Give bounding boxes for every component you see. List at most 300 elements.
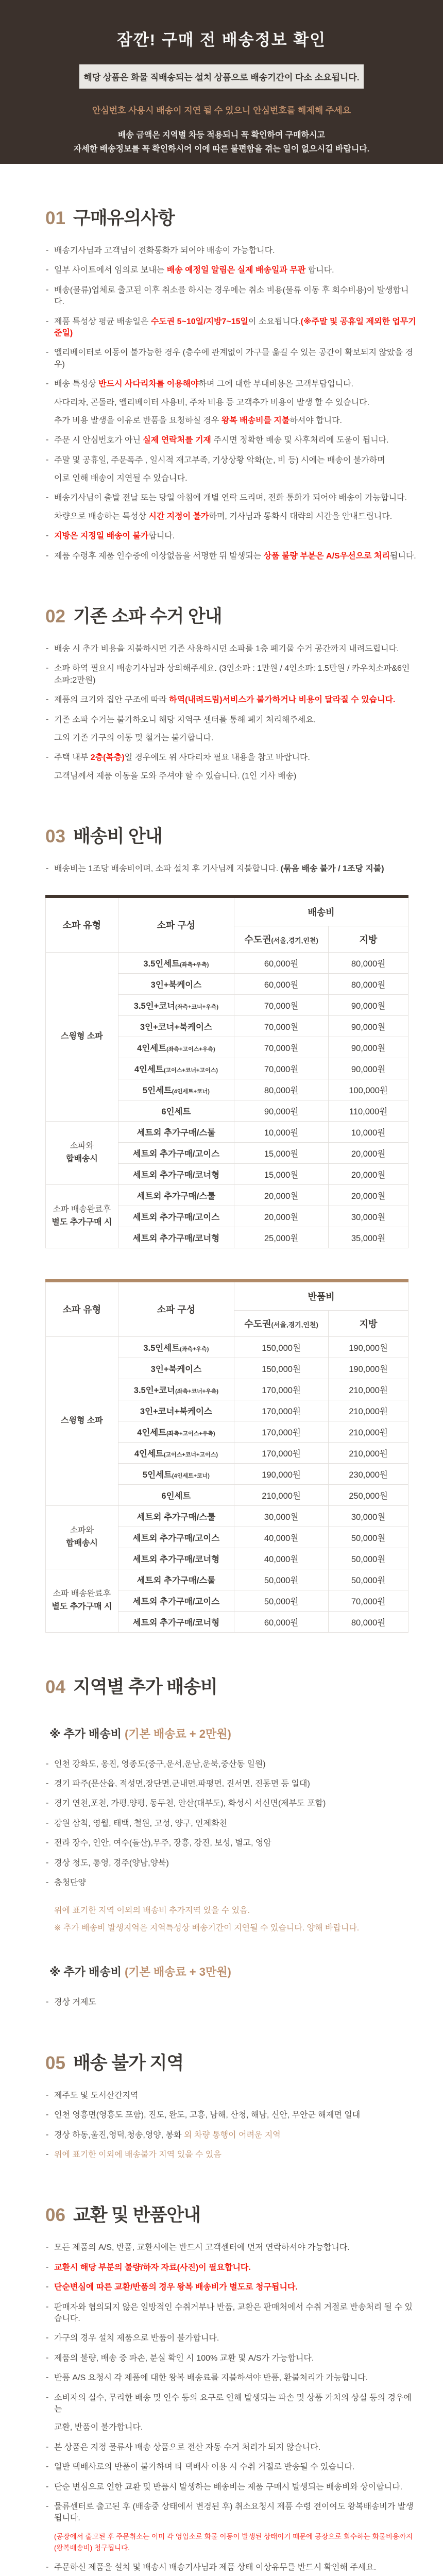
- text-run: 됩니다.: [389, 551, 416, 561]
- metro-price-cell: 15,000원: [234, 1142, 329, 1163]
- text-run: 본 상품은 지정 물류사 배송 상품으로 전산 자동 수거 처리가 되지 않습니다.: [54, 2443, 321, 2452]
- bullet-line: [54, 643, 417, 655]
- bullet-item: [45, 2393, 417, 2434]
- province-price-cell: 20,000원: [329, 1142, 408, 1163]
- text-run: 인천 영흥면(영흥도 포함), 진도, 완도, 고흥, 남해, 산청, 해남, 신안, 무안군 해제면 일대: [54, 2111, 361, 2120]
- metro-price-cell: 40,000원: [234, 1527, 329, 1548]
- table-row: [46, 1281, 408, 1311]
- text-run: 합니다.: [305, 266, 334, 275]
- bullet-line: [54, 2242, 417, 2253]
- bullet-line: [54, 1997, 417, 2008]
- text-run: 그외 기존 가구의 이동 및 철거는 불가합니다.: [54, 733, 214, 742]
- bullet-item: [45, 2562, 417, 2573]
- col-fee-group: 배송비: [234, 896, 408, 926]
- section-exchange-return: [45, 2201, 417, 2576]
- text-run: 판매자와 협의되지 않은 일방적인 수취거부나 반품, 교환은 판매처에서 수취 거절로 반송처리 될 수 있습니다.: [54, 2302, 413, 2323]
- table-body: [46, 1336, 408, 1632]
- section-number: 01: [45, 208, 65, 228]
- bullet-list: [45, 643, 417, 782]
- bullet-list: [45, 863, 417, 875]
- text-run: 제품 수령후 제품 인수증에 이상없음을 서명한 뒤 발생되는: [54, 551, 264, 561]
- bullet-item: [45, 379, 417, 427]
- text-run: 주문 시 안심번호가 아닌: [54, 436, 143, 445]
- config-cell: 세트외 추가구매/고이스: [118, 1527, 234, 1548]
- bullet-item: [45, 2242, 417, 2253]
- bullet-continuation-line: [54, 2422, 417, 2433]
- province-price-cell: 210,000원: [329, 1421, 408, 1442]
- province-price-cell: 90,000원: [329, 1015, 408, 1037]
- text-run: 이로 인해 배송이 지연될 수 있습니다.: [54, 474, 188, 483]
- text-run: 차량으로 배송하는 특성상: [54, 512, 149, 521]
- section-heading: [45, 1673, 417, 1699]
- bullet-line: [54, 663, 417, 686]
- bullet-line: [54, 1778, 417, 1790]
- metro-price-cell: 70,000원: [234, 1058, 329, 1079]
- text-run: 고객님께서 제품 이동을 도와 주셔야 할 수 있습니다. (1인 기사 배송): [54, 771, 297, 781]
- province-price-cell: 50,000원: [329, 1569, 408, 1590]
- text-run: 주말 및 공휴일, 주문폭주 , 일시적 재고부족, 기상상황 악화(눈, 비 등) 시에는 배송이 불가하며: [54, 455, 385, 465]
- bullet-item: [45, 455, 417, 485]
- section-heading: [45, 2201, 417, 2227]
- text-run: 배송기사님이 출발 전날 또는 당일 아침에 개별 연락 드리며, 전화 통화가 되어야 배송이 가능합니다.: [54, 494, 407, 503]
- section-title: 교환 및 반품안내: [73, 2205, 201, 2226]
- text-run: 위에 표기한 이외에 배송불가 지역 있을 수 있음: [54, 2150, 222, 2160]
- text-run: 주시면 정확한 배송 및 사후처리에 도움이 됩니다.: [211, 436, 389, 445]
- bullet-line: [54, 2353, 417, 2364]
- bullet-line: [54, 2282, 417, 2293]
- bullet-line: [54, 2333, 417, 2344]
- metro-price-cell: 40,000원: [234, 1548, 329, 1569]
- bullet-line: [54, 265, 417, 276]
- province-price-cell: 20,000원: [329, 1163, 408, 1184]
- text-run: 배송 시 추가 비용을 지불하시면 기존 사용하시던 소파를 1층 폐기물 수거 공간까지 내려드립니다.: [54, 645, 399, 654]
- text-run: 교환시 해당 부분의 불량/하자 자료(사진)이 필요합니다.: [54, 2263, 251, 2272]
- text-run: 배송비는 1조당 배송비이며, 소파 설치 후 기사님께 지불합니다.: [54, 865, 281, 874]
- bullet-item: [45, 2130, 417, 2141]
- text-run: 인천 강화도, 옹진, 영종도(중구,운서,운남,운북,중산동 일원): [54, 1759, 266, 1769]
- table-body: [46, 952, 408, 1248]
- config-cell: 세트외 추가구매/코너형: [118, 1611, 234, 1632]
- text-run: ※ 추가 배송비: [49, 1965, 125, 1979]
- province-price-cell: 30,000원: [329, 1206, 408, 1227]
- text-run: 교환, 반품이 불가합니다.: [54, 2423, 143, 2432]
- bullet-list: [45, 245, 417, 562]
- bullet-continuation-line: [54, 2531, 417, 2554]
- metro-price-cell: 170,000원: [234, 1379, 329, 1400]
- config-cell: 5인세트(4인세트+코너): [118, 1463, 234, 1484]
- bullet-line: [54, 863, 417, 875]
- text-run: 제품의 크기와 집안 구조에 따라: [54, 696, 169, 705]
- config-cell: 5인세트(4인세트+코너): [118, 1079, 234, 1100]
- text-run: 강원 삼척, 영월, 태백, 철원, 고성, 양구, 인제화천: [54, 1819, 227, 1828]
- province-price-cell: 210,000원: [329, 1379, 408, 1400]
- extra-fee-note1: 위에 표기한 지역 이외의 배송비 추가지역 있을 수 있음.: [54, 1906, 250, 1916]
- bullet-line: [54, 1818, 417, 1829]
- province-price-cell: 230,000원: [329, 1463, 408, 1484]
- text-run: 주문하신 제품을 설치 및 배송시 배송기사님과 제품 상태 이상유무를 반드시 확인해 주세요.: [54, 2563, 377, 2572]
- metro-price-cell: 60,000원: [234, 973, 329, 994]
- config-cell: 3인+코너+북케이스: [118, 1015, 234, 1037]
- col-fee-group: 반품비: [234, 1281, 408, 1311]
- text-run: 배송 특성상: [54, 380, 99, 389]
- bullet-line: [54, 694, 417, 706]
- bullet-item: [45, 2262, 417, 2274]
- config-cell: 4인세트(고이스+코너+고이스): [118, 1442, 234, 1463]
- bullet-item: [45, 2333, 417, 2344]
- province-price-cell: 110,000원: [329, 1100, 408, 1121]
- text-run: 소비자의 실수, 무리한 배송 및 인수 등의 요구로 인해 발생되는 파손 및 상품 가치의 상실 등의 경우에는: [54, 2393, 412, 2414]
- banner: [0, 0, 443, 164]
- province-price-cell: 210,000원: [329, 1400, 408, 1421]
- table-row: [46, 1121, 408, 1142]
- metro-price-cell: 10,000원: [234, 1121, 329, 1142]
- metro-price-cell: 190,000원: [234, 1463, 329, 1484]
- text-run: 배송 예정일 알림은 실제 배송일과 무관: [166, 266, 306, 275]
- text-run: 배송(물류)업체로 출고된 이후 취소를 하시는 경우에는 취소 비용(물류 이동 후 회수비용)이 발생합니다.: [54, 285, 409, 307]
- province-price-cell: 70,000원: [329, 1590, 408, 1611]
- text-run: 이 소요됩니다.: [248, 317, 301, 326]
- province-price-cell: 90,000원: [329, 994, 408, 1015]
- extra-fee-30k-regions: [45, 1997, 417, 2008]
- province-price-cell: 50,000원: [329, 1548, 408, 1569]
- bullet-item: [45, 1877, 417, 1889]
- bullet-line: [54, 2110, 417, 2121]
- metro-price-cell: 80,000원: [234, 1079, 329, 1100]
- config-cell: 세트외 추가구매/스툴: [118, 1121, 234, 1142]
- col-province: 지방: [329, 1310, 408, 1336]
- text-run: 합니다.: [148, 532, 175, 541]
- bullet-item: [45, 2090, 417, 2102]
- bullet-list: [45, 2090, 417, 2161]
- bullet-item: [45, 1778, 417, 1790]
- province-price-cell: 20,000원: [329, 1184, 408, 1206]
- bullet-line: [54, 2090, 417, 2102]
- config-cell: 세트외 추가구매/코너형: [118, 1227, 234, 1248]
- section-regional-extra-fee: [45, 1673, 417, 2009]
- metro-price-cell: 25,000원: [234, 1227, 329, 1248]
- config-cell: 3.5인+코너(좌측+코너+우측): [118, 994, 234, 1015]
- text-run: 주택 내부: [54, 753, 91, 762]
- bullet-line: [54, 1877, 417, 1889]
- text-run: 사다리차, 곤돌라, 엘리베이터 사용비, 주차 비용 등 고객추가 비용이 발생 할 수 있습니다.: [54, 398, 370, 407]
- banner-description: [0, 128, 443, 156]
- text-run: 경기 파주(문산읍, 적성면,장단면,군내면,파평면, 진서면, 진동면 등 일대): [54, 1779, 310, 1788]
- banner-title: 잠깐! 구매 전 배송정보 확인: [116, 31, 327, 49]
- config-cell: 3인+북케이스: [118, 1358, 234, 1379]
- province-price-cell: 80,000원: [329, 952, 408, 973]
- section-title: 배송비 안내: [73, 826, 162, 847]
- text-run: 단순 변심으로 인한 교환 및 반품시 발생하는 배송비는 제품 구매시 발생되는 배송비와 상이합니다.: [54, 2482, 403, 2492]
- province-price-cell: 10,000원: [329, 1121, 408, 1142]
- col-sofa-config: 소파 구성: [118, 1281, 234, 1337]
- shipping-fee-table: [45, 895, 408, 1248]
- metro-price-cell: 90,000원: [234, 1100, 329, 1121]
- text-run: (※주말 및 공휴일 제외한 업무기준일): [54, 317, 416, 337]
- bullet-continuation-line: [54, 771, 417, 782]
- metro-price-cell: 210,000원: [234, 1484, 329, 1505]
- table-header: [46, 1281, 408, 1337]
- metro-price-cell: 15,000원: [234, 1163, 329, 1184]
- config-cell: 3인+코너+북케이스: [118, 1400, 234, 1421]
- config-cell: 세트외 추가구매/스툴: [118, 1184, 234, 1206]
- province-price-cell: 80,000원: [329, 973, 408, 994]
- content: [0, 204, 443, 2576]
- bullet-line: [54, 551, 417, 562]
- bullet-line: [54, 1759, 417, 1770]
- section-number: 05: [45, 2053, 65, 2073]
- config-cell: 3.5인세트(좌측+우측): [118, 1336, 234, 1358]
- text-run: 모든 제품의 A/S, 반품, 교환시에는 반드시 고객센터에 먼저 연락하셔야 가능합니다.: [54, 2243, 350, 2252]
- text-run: (묶음 배송 불가 / 1조당 지불): [280, 865, 384, 874]
- col-metro: 수도권(서울,경기,인천): [234, 926, 329, 952]
- province-price-cell: 90,000원: [329, 1058, 408, 1079]
- bullet-item: [45, 1997, 417, 2008]
- text-run: 상품 불량 부분은 A/S우선으로 처리: [263, 551, 390, 561]
- metro-price-cell: 170,000원: [234, 1421, 329, 1442]
- table-row: [46, 952, 408, 973]
- text-run: 왕복 배송비를 지불: [221, 416, 290, 425]
- bullet-continuation-line: [54, 511, 417, 522]
- text-run: 하며 그에 대한 부대비용은 고객부담입니다.: [198, 380, 353, 389]
- config-cell: 6인세트: [118, 1484, 234, 1505]
- config-cell: 6인세트: [118, 1100, 234, 1121]
- text-run: 일반 택배사로의 반품이 불가하며 타 택배사 이용 시 수취 거절로 반송될 수 있습니다.: [54, 2463, 355, 2472]
- table-row: [46, 1505, 408, 1527]
- text-run: 외 차량 통행이 어려운 지역: [183, 2130, 281, 2140]
- text-run: 전라 장수, 인안, 여수(돌산),무주, 장흥, 강진, 보성, 별고, 영암: [54, 1839, 271, 1848]
- province-price-cell: 30,000원: [329, 1505, 408, 1527]
- text-run: 지방은 지정일 배송이 불가: [54, 532, 149, 541]
- table-header: [46, 896, 408, 953]
- config-cell: 세트외 추가구매/스툴: [118, 1569, 234, 1590]
- col-metro: 수도권(서울,경기,인천): [234, 1310, 329, 1336]
- extra-fee-20k-heading: [49, 1725, 417, 1741]
- bullet-item: [45, 316, 417, 340]
- section-shipping-fee: [45, 822, 417, 1632]
- table-row: [46, 896, 408, 926]
- bullet-item: [45, 2501, 417, 2554]
- bullet-item: [45, 285, 417, 308]
- text-run: (기본 배송료 + 3만원): [125, 1965, 231, 1979]
- bullet-line: [54, 2149, 417, 2161]
- text-run: 일 경우에도 위 사다리차 필요 내용을 참고 바랍니다.: [124, 753, 310, 762]
- metro-price-cell: 70,000원: [234, 1015, 329, 1037]
- bullet-line: [54, 2562, 417, 2573]
- col-sofa-type: 소파 유형: [46, 1281, 118, 1337]
- text-run: 단순변심에 따른 교환/반품의 경우 왕복 배송비가 별도로 청구됩니다.: [54, 2283, 298, 2292]
- config-cell: 세트외 추가구매/고이스: [118, 1590, 234, 1611]
- extra-fee-30k-heading: [49, 1963, 417, 1979]
- config-cell: 세트외 추가구매/코너형: [118, 1163, 234, 1184]
- text-run: (기본 배송료 + 2만원): [125, 1727, 231, 1740]
- text-run: 반드시 사다리차를 이용해야: [98, 380, 199, 389]
- bullet-item: [45, 715, 417, 744]
- col-province: 지방: [329, 926, 408, 952]
- text-run: 소파 하역 필요시 배송기사님과 상의해주세요. (3인소파 : 1만원 / 4인소파: 1.5만원 / 카우치소파&6인소파:2만원): [54, 664, 410, 685]
- banner-description-line1: 배송 금액은 지역별 차등 적용되니 꼭 확인하여 구매하시고: [117, 131, 326, 140]
- group-label-cell: 스윙형 소파: [46, 952, 118, 1121]
- bullet-line: [54, 316, 417, 340]
- col-sofa-config: 소파 구성: [118, 896, 234, 953]
- text-run: 실제 연락처를 기재: [143, 436, 211, 445]
- section-title: 기존 소파 수거 안내: [73, 606, 222, 627]
- bullet-line: [54, 2262, 417, 2274]
- bullet-item: [45, 1759, 417, 1770]
- extra-fee-20k-regions: [45, 1759, 417, 1889]
- metro-price-cell: 170,000원: [234, 1442, 329, 1463]
- metro-price-cell: 70,000원: [234, 1037, 329, 1058]
- bullet-line: [54, 455, 417, 466]
- section-heading: [45, 204, 417, 230]
- text-run: 기존 소파 수거는 불가하오니 해당 지역구 센터를 통해 폐기 처리해주세요.: [54, 715, 316, 724]
- bullet-line: [54, 435, 417, 446]
- province-price-cell: 190,000원: [329, 1336, 408, 1358]
- bullet-item: [45, 1858, 417, 1869]
- section-number: 02: [45, 606, 65, 627]
- config-cell: 세트외 추가구매/스툴: [118, 1505, 234, 1527]
- bullet-line: [54, 1838, 417, 1849]
- config-cell: 4인세트(고이스+코너+고이스): [118, 1058, 234, 1079]
- province-price-cell: 90,000원: [329, 1037, 408, 1058]
- banner-safety-number-note: 안심번호 사용시 배송이 지연 될 수 있으니 안심번호를 해제해 주세요: [92, 106, 351, 115]
- bullet-item: [45, 1818, 417, 1829]
- bullet-line: [54, 2372, 417, 2384]
- bullet-line: [54, 493, 417, 504]
- text-run: 경기 연천,포천, 가평,양평, 동두천, 안산(대부도), 화성시 서신면(제부도 포함): [54, 1799, 326, 1808]
- bullet-line: [54, 285, 417, 308]
- bullet-line: [54, 2302, 417, 2325]
- bullet-line: [54, 347, 417, 370]
- table-row: [46, 1569, 408, 1590]
- config-cell: 세트외 추가구매/고이스: [118, 1206, 234, 1227]
- config-cell: 세트외 추가구매/고이스: [118, 1142, 234, 1163]
- metro-price-cell: 70,000원: [234, 994, 329, 1015]
- metro-price-cell: 170,000원: [234, 1400, 329, 1421]
- banner-description-line2: 자세한 배송정보를 꼭 확인하시어 이에 따른 불편함을 겪는 일이 없으시길 바랍니다.: [73, 145, 370, 154]
- bullet-line: [54, 2482, 417, 2493]
- text-run: 하역(내려드림)서비스가 불가하거나 비용이 달라질 수 있습니다.: [169, 696, 396, 705]
- metro-price-cell: 20,000원: [234, 1184, 329, 1206]
- text-run: (공장에서 출고된 후 주문취소는 이미 각 영업소로 화물 이동이 발생된 상태이기 때문에 공장으로 회수하는 화물비용까지(왕복배송비) 청구됩니다.: [54, 2532, 413, 2552]
- bullet-line: [54, 2393, 417, 2416]
- province-price-cell: 35,000원: [329, 1227, 408, 1248]
- section-heading: [45, 602, 417, 628]
- table-row: [46, 1336, 408, 1358]
- table-row: [46, 1184, 408, 1206]
- bullet-item: [45, 2110, 417, 2121]
- bullet-line: [54, 1858, 417, 1869]
- metro-price-cell: 30,000원: [234, 1505, 329, 1527]
- province-price-cell: 210,000원: [329, 1442, 408, 1463]
- bullet-continuation-line: [54, 733, 417, 744]
- province-price-cell: 100,000원: [329, 1079, 408, 1100]
- text-run: 2층(복층): [90, 753, 125, 762]
- metro-price-cell: 150,000원: [234, 1336, 329, 1358]
- text-run: 추가 비용 발생을 이유로 반품을 요청하실 경우: [54, 416, 222, 425]
- bullet-list: [45, 2242, 417, 2576]
- text-run: 제품 특성상 평균 배송일은: [54, 317, 151, 326]
- section-no-delivery-area: [45, 2049, 417, 2161]
- col-sofa-type: 소파 유형: [46, 896, 118, 953]
- config-cell: 세트외 추가구매/코너형: [118, 1548, 234, 1569]
- config-cell: 3.5인+코너(좌측+코너+우측): [118, 1379, 234, 1400]
- bullet-item: [45, 531, 417, 542]
- province-price-cell: 50,000원: [329, 1527, 408, 1548]
- bullet-line: [54, 715, 417, 726]
- metro-price-cell: 150,000원: [234, 1358, 329, 1379]
- bullet-item: [45, 643, 417, 655]
- bullet-item: [45, 2302, 417, 2325]
- bullet-item: [45, 347, 417, 370]
- text-run: 물류센터로 출고된 후 (배송중 상태에서 변경된 후) 취소요청시 제품 수령 전이여도 왕복배송비가 발생됩니다.: [54, 2502, 414, 2523]
- bullet-item: [45, 265, 417, 276]
- bullet-item: [45, 863, 417, 875]
- config-cell: 4인세트(좌측+고이스+우측): [118, 1421, 234, 1442]
- section-title: 구매유의사항: [73, 208, 175, 228]
- metro-price-cell: 60,000원: [234, 952, 329, 973]
- text-run: 경상 거제도: [54, 1998, 96, 2007]
- bullet-item: [45, 2462, 417, 2473]
- province-price-cell: 190,000원: [329, 1358, 408, 1379]
- text-run: 충청단양: [54, 1878, 86, 1887]
- text-run: 반품 A/S 요청시 각 제품에 대한 왕복 배송료를 지불하셔야 반품, 환불처리가 가능합니다.: [54, 2374, 368, 2383]
- bullet-item: [45, 2149, 417, 2161]
- bullet-continuation-line: [54, 415, 417, 427]
- section-number: 06: [45, 2205, 65, 2226]
- group-label-cell: 스윙형 소파: [46, 1336, 118, 1505]
- extra-fee-note2: ※ 추가 배송비 발생지역은 지역특성상 배송기간이 지연될 수 있습니다. 양해 바랍니다.: [54, 1923, 360, 1933]
- group-label-cell: 소파 배송완료후 별도 추가구매 시: [46, 1184, 118, 1248]
- section-title: 배송 불가 지역: [73, 2053, 184, 2073]
- bullet-item: [45, 493, 417, 522]
- metro-price-cell: 60,000원: [234, 1611, 329, 1632]
- bullet-item: [45, 2372, 417, 2384]
- bullet-item: [45, 2282, 417, 2293]
- province-price-cell: 250,000원: [329, 1484, 408, 1505]
- text-run: 시간 지정이 불가: [148, 512, 209, 521]
- bullet-continuation-line: [54, 397, 417, 409]
- metro-price-cell: 20,000원: [234, 1206, 329, 1227]
- bullet-continuation-line: [54, 473, 417, 484]
- bullet-item: [45, 663, 417, 686]
- config-cell: 3인+북케이스: [118, 973, 234, 994]
- bullet-item: [45, 245, 417, 257]
- bullet-item: [45, 1838, 417, 1849]
- bullet-item: [45, 1798, 417, 1809]
- section-heading: [45, 822, 417, 848]
- metro-price-cell: 50,000원: [234, 1590, 329, 1611]
- extra-fee-notes: [54, 1902, 417, 1937]
- group-label-cell: 소파 배송완료후 별도 추가구매 시: [46, 1569, 118, 1632]
- bullet-item: [45, 752, 417, 782]
- config-cell: 4인세트(좌측+고이스+우측): [118, 1037, 234, 1058]
- bullet-line: [54, 2501, 417, 2524]
- section-number: 03: [45, 826, 65, 847]
- bullet-item: [45, 551, 417, 562]
- bullet-line: [54, 2462, 417, 2473]
- section-title: 지역별 추가 배송비: [73, 1676, 217, 1697]
- metro-price-cell: 50,000원: [234, 1569, 329, 1590]
- bullet-item: [45, 694, 417, 706]
- bullet-line: [54, 752, 417, 764]
- text-run: 경상 청도, 통영, 경주(양남,양북): [54, 1858, 169, 1868]
- group-label-cell: 소파와 합배송시: [46, 1505, 118, 1569]
- text-run: 엘리베이터로 이동이 불가능한 경우 (층수에 관계없이 가구를 옮길 수 있는 공간이 확보되지 않았을 경우): [54, 348, 413, 369]
- text-run: 제주도 및 도서산간지역: [54, 2091, 139, 2100]
- bullet-item: [45, 435, 417, 446]
- text-run: ※ 추가 배송비: [49, 1727, 125, 1740]
- banner-notice-box: 해당 상품은 화물 직배송되는 설치 상품으로 배송기간이 다소 소요됩니다.: [79, 64, 364, 89]
